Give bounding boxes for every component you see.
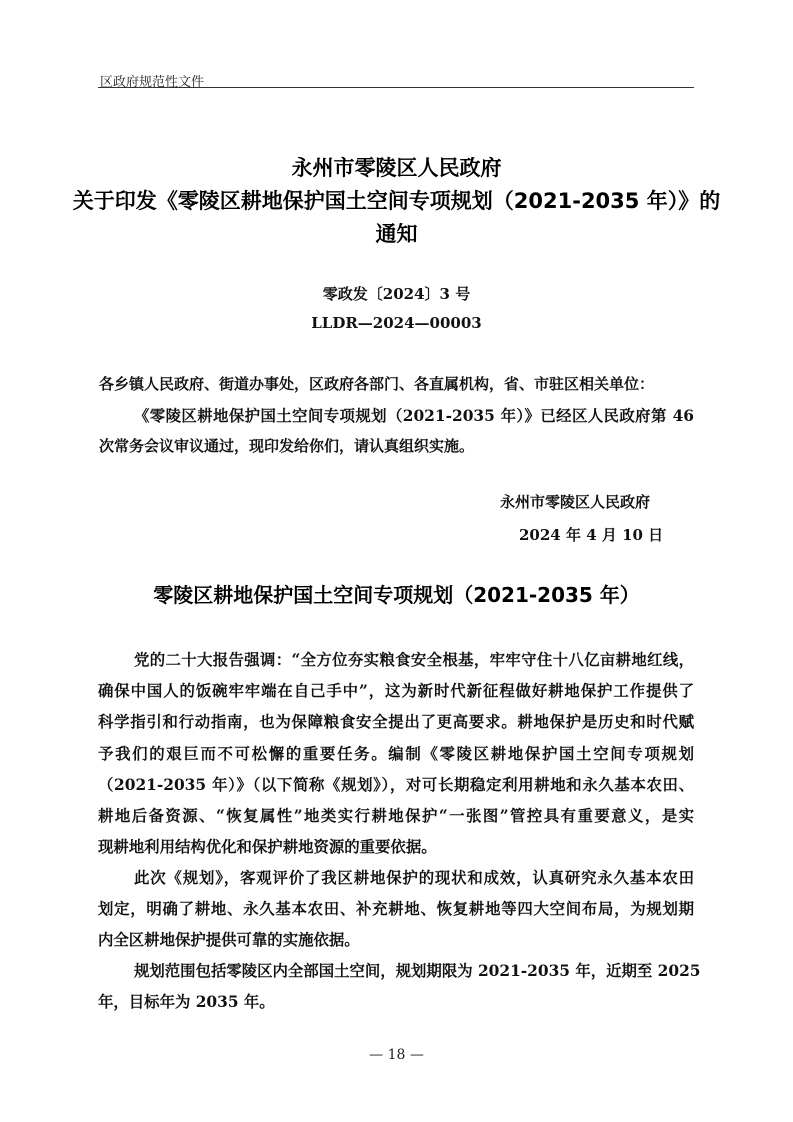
notice-title-line-3: 通知 — [375, 222, 418, 246]
notice-title-line-2: 关于印发《零陵区耕地保护国土空间专项规划（2021-2035 年）》的 — [72, 189, 721, 213]
paragraph-line: 内全区耕地保护提供可靠的实施依据。 — [98, 931, 360, 949]
addressee: 各乡镇人民政府、街道办事处，区政府各部门、各直属机构，省、市驻区相关单位： — [99, 375, 655, 393]
paragraph-line: 划定，明确了耕地、永久基本农田、补充耕地、恢复耕地等四大空间布局，为规划期 — [98, 900, 694, 918]
paragraph-line: 年，目标年为 2035 年。 — [98, 993, 275, 1011]
paragraph-line: 科学指引和行动指南，也为保障粮食安全提出了更高要求。耕地保护是历史和时代赋 — [98, 713, 694, 731]
paragraph-line: （2021-2035 年）》（以下简称《规划》），对可长期稳定利用耕地和永久基本农田、 — [98, 776, 694, 794]
document-number: 零政发〔2024〕3 号 — [322, 285, 471, 303]
paragraph-line: 耕地后备资源、“恢复属性”地类实行耕地保护“一张图”管控具有重要意义，是实 — [98, 807, 694, 825]
plan-title: 零陵区耕地保护国土空间专项规划（2021-2035 年） — [153, 583, 640, 607]
paragraph-line: 予我们的艰巨而不可松懈的重要任务。编制《零陵区耕地保护国土空间专项规划 — [98, 745, 694, 763]
paragraph-line: 确保中国人的饭碗牢牢端在自己手中”，这为新时代新征程做好耕地保护工作提供了 — [98, 682, 694, 700]
document-code: LLDR—2024—00003 — [311, 314, 482, 332]
paragraph-line: 此次《规划》，客观评价了我区耕地保护的现状和成效，认真研究永久基本农田 — [134, 869, 694, 887]
issuer-signature: 永州市零陵区人民政府 — [500, 493, 651, 511]
notice-body-line-1: 《零陵区耕地保护国土空间专项规划（2021-2035 年）》已经区人民政府第 46 — [134, 407, 694, 425]
page-number: — 18 — — [369, 1047, 424, 1063]
notice-body-line-2: 次常务会议审议通过，现印发给你们，请认真组织实施。 — [99, 437, 475, 455]
header-label: 区政府规范性文件 — [100, 75, 205, 90]
notice-title-line-1: 永州市零陵区人民政府 — [291, 156, 502, 180]
paragraph-line: 党的二十大报告强调：“全方位夯实粮食安全根基，牢牢守住十八亿亩耕地红线， — [134, 651, 694, 669]
issue-date: 2024 年 4 月 10 日 — [519, 526, 664, 544]
header-divider — [98, 87, 694, 88]
paragraph-line: 现耕地利用结构优化和保护耕地资源的重要依据。 — [98, 838, 437, 856]
paragraph-line: 规划范围包括零陵区内全部国土空间，规划期限为 2021-2035 年，近期至 2025 — [134, 962, 701, 980]
